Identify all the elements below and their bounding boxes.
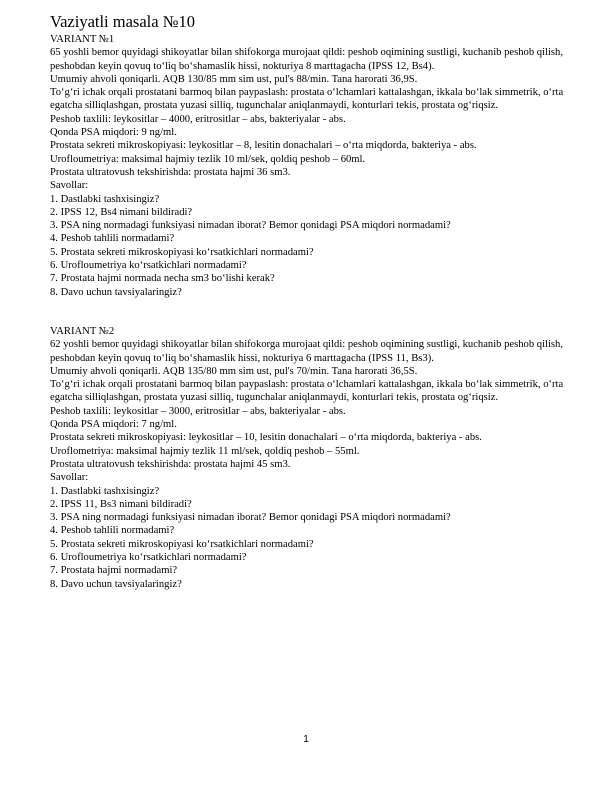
question-item: 7. Prostata hajmi normada necha sm3 bo‘lishi kerak?: [50, 273, 275, 285]
case-paragraph: Peshob taxlili: leykositlar – 4000, eritrositlar – abs, bakteriyalar - abs.: [50, 113, 346, 125]
case-paragraph: Uroflometriya: maksimal hajmiy tezlik 11 ml/sek, qoldiq peshob – 55ml.: [50, 445, 360, 457]
question-item: 6. Urofloumetriya ko‘rsatkichlari normadami?: [50, 260, 247, 272]
variant-heading: VARIANT №1: [50, 34, 115, 45]
variant-2: [50, 325, 566, 591]
case-paragraph: Peshob taxlili: leykositlar – 3000, eritrositlar – abs, bakteriyalar - abs.: [50, 405, 346, 417]
case-paragraph: 65 yoshli bemor quyidagi shikoyatlar bilan shifokorga murojaat qildi: peshob oqimining sustligi, kuchanib peshob qilish, peshobdan keyin qovuq to‘liq bo‘shamaslik hissi, nokturiya 8 marttagacha (IPSS 12, Bs4).: [50, 47, 563, 72]
questions-list: [50, 193, 566, 299]
document-page: [50, 12, 566, 591]
case-paragraph: Prostata ultratovush tekshirishda: prostata hajmi 36 sm3.: [50, 166, 291, 178]
question-item: 5. Prostata sekreti mikroskopiyasi ko‘rsatkichlari normadami?: [50, 246, 314, 258]
questions-list: [50, 485, 566, 591]
question-item: 6. Urofloumetriya ko‘rsatkichlari normadami?: [50, 551, 247, 563]
case-paragraph: Prostata ultratovush tekshirishda: prostata hajmi 45 sm3.: [50, 458, 291, 470]
questions-heading: Savollar:: [50, 180, 89, 192]
question-item: 4. Peshob tahlili normadami?: [50, 233, 175, 245]
case-paragraph: Prostata sekreti mikroskopiyasi: leykositlar – 10, lesitin donachalari – o‘rta miqdorda, bakteriya - abs.: [50, 432, 482, 444]
question-item: 3. PSA ning normadagi funksiyasi nimadan iborat? Bemor qonidagi PSA miqdori normadami?: [50, 512, 451, 524]
question-item: 8. Davo uchun tavsiyalaringiz?: [50, 578, 182, 590]
case-paragraph: 62 yoshli bemor quyidagi shikoyatlar bilan shifokorga murojaat qildi: peshob oqimining sustligi, kuchanib peshob qilish, peshobdan keyin qovuq to‘liq bo‘shamaslik hissi, nokturiya 6 marttagacha (IPSS 11, Bs3).: [50, 339, 563, 364]
page-number: 1: [303, 734, 309, 745]
question-item: 5. Prostata sekreti mikroskopiyasi ko‘rsatkichlari normadami?: [50, 538, 314, 550]
question-item: 2. IPSS 12, Bs4 nimani bildiradi?: [50, 206, 193, 218]
case-paragraph: To‘g‘ri ichak orqali prostatani barmoq bilan paypaslash: prostata o‘lchamlari kattalashgan, ikkala bo‘lak simmetrik, o‘rta egatcha silliqlashgan, prostata yuzasi silliq, tugunchalar aniqlanmaydi, konturlari tekis, prostata og‘riqsiz.: [50, 87, 564, 112]
questions-heading: Savollar:: [50, 472, 89, 484]
case-paragraph: Qonda PSA miqdori: 7 ng/ml.: [50, 419, 177, 431]
question-item: 3. PSA ning normadagi funksiyasi nimadan iborat? Bemor qonidagi PSA miqdori normadami?: [50, 220, 451, 232]
case-paragraph: To‘g‘ri ichak orqali prostatani barmoq bilan paypaslash: prostata o‘lchamlari kattalashgan, ikkala bo‘lak simmetrik, o‘rta egatcha silliqlashgan, prostata yuzasi silliq, tugunchalar aniqlanmaydi, konturlari tekis, prostata og‘riqsiz.: [50, 379, 564, 404]
case-paragraph: Prostata sekreti mikroskopiyasi: leykositlar – 8, lesitin donachalari – o‘rta miqdorda, bakteriya - abs.: [50, 140, 477, 152]
case-paragraph: Qonda PSA miqdori: 9 ng/ml.: [50, 127, 177, 139]
section-spacer: [50, 299, 566, 325]
document-title: Vaziyatli masala №10: [50, 12, 195, 31]
question-item: 4. Peshob tahlili normadami?: [50, 525, 175, 537]
question-item: 7. Prostata hajmi normadami?: [50, 565, 178, 577]
case-paragraph: Umumiy ahvoli qoniqarli. AQB 135/80 mm sim ust, pul's 70/min. Tana harorati 36,5S.: [50, 365, 418, 377]
question-item: 1. Dastlabki tashxisingiz?: [50, 485, 160, 497]
variant-heading: VARIANT №2: [50, 325, 115, 337]
question-item: 2. IPSS 11, Bs3 nimani bildiradi?: [50, 498, 192, 510]
case-paragraph: Urofloumetriya: maksimal hajmiy tezlik 10 ml/sek, qoldiq peshob – 60ml.: [50, 153, 366, 165]
case-paragraph: Umumiy ahvoli qoniqarli. AQB 130/85 mm sim ust, pul's 88/min. Tana harorati 36,9S.: [50, 73, 418, 85]
question-item: 1. Dastlabki tashxisingiz?: [50, 193, 160, 205]
variant-1: [50, 33, 566, 299]
question-item: 8. Davo uchun tavsiyalaringiz?: [50, 286, 182, 298]
